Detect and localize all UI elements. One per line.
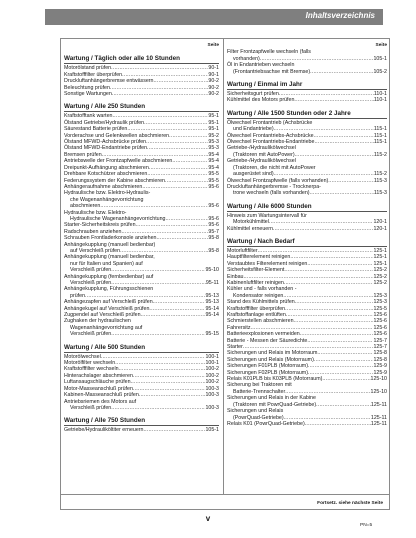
toc-entry-title: Ölstand MFWD-Achsbrücke prüfen bbox=[64, 139, 147, 146]
toc-entry-title: Sonstige Wartungen bbox=[64, 91, 112, 98]
toc-entry-page: 125-6 bbox=[373, 318, 387, 325]
section-title: Wartung / Alle 6000 Stunden bbox=[227, 203, 387, 212]
bottom-rule bbox=[61, 494, 389, 495]
toc-entry-title: Stand des Kühlmittels prüfen bbox=[227, 299, 295, 306]
dot-leader bbox=[273, 226, 374, 232]
toc-entry-title: Verschleiß prüfen bbox=[70, 280, 112, 286]
toc-entry-page: 95-14 bbox=[205, 305, 219, 312]
toc-entry[interactable] bbox=[64, 91, 219, 97]
dot-leader bbox=[156, 235, 208, 241]
toc-entry-page: 115-3 bbox=[373, 190, 387, 197]
dot-leader bbox=[310, 190, 374, 196]
toc-continued-entries bbox=[227, 49, 387, 75]
toc-entry-title: Kraftstofffilter überprüfen bbox=[64, 71, 123, 78]
toc-entry-page: 95-15 bbox=[205, 331, 219, 338]
toc-entry-title: Druckluftanhängerbremse entwässern bbox=[64, 78, 154, 85]
toc-entry-title: che Wagenanhängevorrichtung bbox=[70, 196, 144, 203]
toc-entry-title: Verschleiß prüfen bbox=[70, 331, 112, 338]
toc-entry-title: Kühlmittel des Motors prüfen bbox=[227, 97, 295, 104]
toc-entry-title: Kondensator reinigen bbox=[233, 292, 284, 299]
toc-entry[interactable] bbox=[227, 190, 387, 196]
toc-entry-title: ausgerüstet sind) bbox=[233, 171, 274, 178]
section-title: Wartung / Alle 750 Stunden bbox=[64, 417, 219, 426]
dot-leader bbox=[294, 97, 373, 103]
toc-entry-page: 95-6 bbox=[208, 183, 219, 190]
toc-entry-title: Motorölfilter wechseln bbox=[64, 360, 116, 367]
toc-entry-title: Sicherungen und Relais bbox=[227, 408, 284, 415]
toc-entry-title: Drehbare Kotschützer abschmieren bbox=[64, 171, 148, 178]
toc-entry-page: 110-1 bbox=[373, 97, 387, 104]
toc-entry-title: Wagenanhängevorrichtung auf bbox=[70, 324, 143, 331]
toc-entry-title: Schmierstellen abschmieren bbox=[227, 318, 294, 325]
toc-entry[interactable] bbox=[227, 97, 387, 103]
dot-leader bbox=[305, 421, 371, 427]
toc-entry-title: Starter bbox=[227, 344, 243, 351]
toc-entry-page: 95-13 bbox=[205, 292, 219, 299]
dot-leader bbox=[111, 331, 205, 337]
toc-entry-page: 105-1 bbox=[205, 427, 219, 434]
toc-entry-page: 115-1 bbox=[373, 139, 387, 146]
toc-entry-title: Hydraulische Wagenanhängevorrichtung bbox=[70, 215, 166, 222]
toc-entry-title: Luftansaugschläuche prüfen bbox=[64, 379, 131, 386]
toc-entry-title: Anhängekugel auf Verschleiß prüfen bbox=[64, 305, 150, 312]
toc-entry-page: 95-1 bbox=[208, 119, 219, 126]
dot-leader bbox=[284, 280, 374, 286]
toc-entry-page: 125-6 bbox=[373, 312, 387, 318]
toc-section bbox=[64, 55, 219, 97]
toc-entry[interactable] bbox=[227, 226, 387, 232]
toc-entry-title: trone wechseln (falls vorhanden) bbox=[233, 190, 310, 197]
toc-entry-title: Sicherungen F01PLB (Motorraum) bbox=[227, 363, 308, 370]
toc-entry-title: auf Verschleiß prüfen bbox=[70, 247, 121, 254]
toc-entry-page: 125-8 bbox=[373, 356, 387, 363]
toc-entry-page: 125-1 bbox=[373, 260, 387, 267]
toc-entry-title: Anhängekupplung (manuell bedienbar) bbox=[64, 241, 156, 248]
section-title: Wartung / Alle 250 Stunden bbox=[64, 103, 219, 112]
toc-entry-title: (Traktoren, die nicht mit AutoPower bbox=[233, 164, 316, 171]
toc-entry-page: 125-9 bbox=[373, 363, 387, 370]
toc-entry-page: 90-2 bbox=[208, 91, 219, 98]
toc-entry-page: 95-4 bbox=[208, 151, 219, 158]
toc-entry-title: Dreipunkt-Aufhängung abschmieren bbox=[64, 164, 149, 171]
toc-entry-page: 95-5 bbox=[208, 171, 219, 178]
toc-entry-page: 95-3 bbox=[208, 139, 219, 146]
toc-section bbox=[227, 238, 387, 427]
toc-entry-title: Anhängekupplung (manuell bedienbar, bbox=[64, 254, 155, 261]
toc-entry-title: Verstaubtes Filterelement reinigen bbox=[227, 260, 308, 267]
toc-entry-title: Batterieexplosionen vermeiden bbox=[227, 331, 300, 338]
seite-label: Seite bbox=[375, 43, 387, 48]
column-divider bbox=[223, 39, 224, 495]
toc-entry-page: 125-1 bbox=[373, 247, 387, 254]
toc-entry-title: prüfen bbox=[70, 292, 86, 299]
toc-entry-title: Öl in Endantrieben wechseln bbox=[227, 62, 295, 69]
toc-entry-page: 95-6 bbox=[208, 203, 219, 210]
toc-entry-title: Anhängekupplung, Führungsschienen bbox=[64, 286, 154, 293]
toc-entry-title: abschmieren bbox=[70, 203, 101, 210]
toc-entry-page: 125-2 bbox=[373, 279, 387, 286]
toc-entry-title: Hydraulische bzw. Elektro- bbox=[64, 209, 127, 216]
toc-entry-page: 115-1 bbox=[373, 132, 387, 139]
toc-entry-title: Batterie - Messen der Säuredichte bbox=[227, 337, 308, 344]
header-bar bbox=[45, 9, 383, 25]
toc-entry-page: 95-5 bbox=[208, 177, 219, 184]
toc-entry-title: Verschleiß prüfen bbox=[70, 404, 112, 411]
toc-entry-title: Zughaken der hydraulischen bbox=[64, 318, 131, 325]
toc-entry-title: Einbau bbox=[227, 273, 244, 280]
toc-entry-page: 125-11 bbox=[370, 401, 387, 408]
toc-entry-title: Hydraulische bzw. Elektro-Hydraulis- bbox=[64, 190, 151, 197]
toc-entry-title: Schrauben Frontladerkonsole anziehen bbox=[64, 235, 157, 242]
toc-entry-page: 125-6 bbox=[373, 331, 387, 338]
dot-leader bbox=[322, 376, 370, 382]
toc-entry-title: Motorölwechsel bbox=[64, 353, 101, 360]
continued-note: Fortsetz. siehe nächste Seite bbox=[317, 501, 383, 506]
toc-entry-page: 100-2 bbox=[205, 379, 219, 386]
toc-entry-page: 95-14 bbox=[205, 312, 219, 319]
toc-entry-title: Kraftstofffilter wechseln bbox=[64, 366, 119, 373]
toc-entry-title: Motorkühlmittel bbox=[233, 219, 269, 226]
toc-entry-page: 100-3 bbox=[205, 392, 219, 399]
toc-entry-page: 90-2 bbox=[208, 78, 219, 85]
toc-entry-title: Kraftstoffanlage entlüften bbox=[227, 312, 286, 318]
toc-entry-title: Motorluftfilter bbox=[227, 247, 258, 254]
toc-entry-page: 95-2 bbox=[208, 132, 219, 139]
toc-entry-page: 100-2 bbox=[205, 366, 219, 373]
toc-entry-title: Getriebe-/Hydraulikölwechsel bbox=[227, 158, 296, 165]
toc-entry-page: 115-1 bbox=[373, 126, 387, 133]
toc-entry-page: 125-6 bbox=[373, 324, 387, 331]
toc-entry-page: 90-1 bbox=[208, 65, 219, 72]
toc-entry-title: Druckluftanhängerbremse - Trocknerpa- bbox=[227, 183, 321, 190]
toc-entry-title: Sicherungen und Relais (Motorraum) bbox=[227, 356, 314, 363]
dot-leader bbox=[139, 392, 206, 398]
toc-entry-title: Bremsen prüfen bbox=[64, 151, 102, 158]
toc-entry-title: Verschleiß prüfen bbox=[70, 267, 112, 274]
toc-entry-title: Sicherungen F02PLB (Motorraum) bbox=[227, 369, 308, 376]
page-number: v bbox=[205, 514, 211, 523]
dot-leader bbox=[111, 405, 205, 411]
toc-entry-title: Batterie-Trennschalter bbox=[233, 388, 286, 395]
toc-entry-title: Antriebsriemen des Motors auf bbox=[64, 398, 137, 405]
toc-entry-title: Zugpendel auf Verschleiß prüfen bbox=[64, 312, 141, 319]
dot-leader bbox=[295, 152, 374, 158]
toc-entry-page: 95-8 bbox=[208, 235, 219, 242]
toc-entry-title: Säurestand Batterie prüfen bbox=[64, 126, 128, 133]
toc-entry-page: 115-2 bbox=[373, 151, 387, 158]
toc-entry-title: Ölwechsel Frontantrieb (Achsbrücke bbox=[227, 119, 313, 126]
toc-section bbox=[64, 103, 219, 337]
toc-entry-title: Ölstand Getriebe/Hydraulik prüfen bbox=[64, 119, 145, 126]
toc-entry-title: Kühlmittel erneuern bbox=[227, 225, 273, 232]
toc-entry[interactable] bbox=[64, 427, 219, 433]
toc-entry-title: Ölwechsel Frontantriebs-Endantriebe bbox=[227, 139, 315, 146]
toc-entry-title: Relais K01 (PowrQuad-Getriebe) bbox=[227, 420, 305, 427]
seite-label: Seite bbox=[207, 43, 219, 48]
toc-entry-title: Hinweis zum Wartungsintervall für bbox=[227, 212, 307, 219]
dot-leader bbox=[142, 184, 208, 190]
toc-entry-page: 125-10 bbox=[370, 376, 387, 383]
toc-entry-title: Sicherungen und Relais im Motorraum bbox=[227, 350, 318, 357]
toc-entry-page: 95-1 bbox=[208, 113, 219, 120]
toc-entry-page: 125-1 bbox=[373, 254, 387, 261]
toc-entry-title: Motorölstand prüfen bbox=[64, 65, 112, 72]
toc-entry-page: 90-2 bbox=[208, 84, 219, 91]
toc-entry-page: 125-5 bbox=[373, 305, 387, 312]
toc-entry-page: 125-10 bbox=[370, 388, 387, 395]
toc-entry-title: Hinterachslager abschmieren bbox=[64, 372, 133, 379]
toc-entry-page: 125-11 bbox=[370, 420, 387, 427]
toc-entry-page: 100-3 bbox=[205, 385, 219, 392]
toc-entry-page: 95-6 bbox=[208, 215, 219, 222]
dot-leader bbox=[314, 139, 373, 145]
toc-entry-title: Anhängezapfen auf Verschleiß prüfen bbox=[64, 299, 153, 306]
toc-section bbox=[64, 344, 219, 412]
dot-leader bbox=[328, 178, 374, 184]
toc-entry-page: 95-10 bbox=[205, 267, 219, 274]
toc-entry-title: Ölstand MFWD-Endantriebe prüfen bbox=[64, 145, 148, 152]
toc-entry-page: 95-4 bbox=[208, 158, 219, 165]
toc-entry-title: Motor-Masseanschluß prüfen bbox=[64, 385, 133, 392]
toc-entry-title: Sicherheitsgurt prüfen bbox=[227, 91, 279, 98]
section-title: Wartung / Täglich oder alle 10 Stunden bbox=[64, 55, 219, 64]
toc-entry-page: 100-3 bbox=[205, 404, 219, 411]
toc-entry-page: 95-13 bbox=[205, 299, 219, 306]
toc-entry-page: 95-11 bbox=[205, 280, 219, 286]
toc-entry-title: und Endantriebe) bbox=[233, 126, 274, 133]
toc-entry-title: Kabinenluftfilter reinigen bbox=[227, 279, 284, 286]
toc-entry-page: 90-1 bbox=[208, 71, 219, 78]
toc-entry-title: Sicherungen und Relais in der Kabine bbox=[227, 395, 316, 402]
toc-entry-title: Radschrauben anziehen bbox=[64, 228, 122, 235]
toc-entry-page: 95-3 bbox=[208, 145, 219, 152]
toc-entry-page: 125-7 bbox=[373, 337, 387, 344]
dot-leader bbox=[112, 91, 209, 97]
toc-entry-page: 120-1 bbox=[373, 219, 387, 226]
toc-entry-title: (Traktoren mit PowrQuad-Getriebe) bbox=[233, 401, 317, 408]
toc-entry-page: 100-1 bbox=[205, 360, 219, 367]
toc-entry[interactable] bbox=[64, 405, 219, 411]
dot-leader bbox=[144, 427, 206, 433]
toc-entry-title: Getriebe-/Hydraulikölwechsel bbox=[227, 145, 296, 152]
toc-entry-title: (PowrQuad-Getriebe) bbox=[233, 414, 284, 421]
toc-entry[interactable] bbox=[64, 331, 219, 337]
dot-leader bbox=[316, 402, 371, 408]
toc-entry-page: 125-2 bbox=[373, 273, 387, 280]
toc-entry-title: Beleuchtung prüfen bbox=[64, 84, 110, 91]
toc-entry-title: Antriebswelle der Frontzapfwelle abschmieren bbox=[64, 158, 173, 165]
toc-entry-page: 120-1 bbox=[373, 225, 387, 232]
toc-entry-title: Fahrersitz bbox=[227, 324, 251, 331]
toc-section bbox=[227, 110, 387, 197]
toc-entry-title: Anhängeraufnahme abschmieren bbox=[64, 183, 143, 190]
toc-entry-page: 95-1 bbox=[208, 126, 219, 133]
section-title: Wartung / Alle 1500 Stunden oder 2 Jahre bbox=[227, 110, 387, 119]
toc-entry-page: 95-4 bbox=[208, 164, 219, 171]
dot-leader bbox=[310, 69, 373, 75]
toc-entry-page: 125-7 bbox=[373, 344, 387, 351]
toc-entry-title: Vorderachse und Gelenkwellen abschmieren bbox=[64, 132, 170, 139]
toc-entry[interactable] bbox=[227, 69, 387, 75]
toc-entry-title: Federungssystem der Kabine abschmieren bbox=[64, 177, 165, 184]
toc-entry-page: 95-7 bbox=[208, 228, 219, 235]
header-title: Inhaltsverzeichnis bbox=[305, 11, 375, 20]
toc-entry[interactable] bbox=[227, 421, 387, 427]
toc-entry-page: 125-11 bbox=[370, 414, 387, 421]
toc-entry-title: vorhanden) bbox=[233, 55, 260, 62]
toc-entry-page: 115-3 bbox=[373, 177, 387, 184]
toc-entry-page: 125-2 bbox=[373, 267, 387, 274]
toc-section bbox=[227, 203, 387, 232]
toc-entry-title: Sicherung bei Traktoren mit bbox=[227, 382, 292, 389]
toc-entry-page: 95-8 bbox=[208, 247, 219, 254]
toc-entry-page: 115-2 bbox=[373, 171, 387, 178]
toc-entry-title: (Traktoren mit AutoPower) bbox=[233, 151, 295, 158]
toc-entry-title: Getriebe/Hydrauliköltiter erneuern bbox=[64, 427, 144, 434]
toc-entry-page: 125-3 bbox=[373, 292, 387, 299]
page-code bbox=[360, 523, 372, 528]
section-title: Wartung / Nach Bedarf bbox=[227, 238, 387, 247]
toc-entry-title: Ölwechsel Frontantriebs-Achsbrücke bbox=[227, 132, 314, 139]
toc-entry-page: 100-1 bbox=[205, 353, 219, 360]
section-title: Wartung / Einmal im Jahr bbox=[227, 81, 387, 90]
toc-entry-title: nur für Italien und Spanien) auf bbox=[70, 260, 143, 267]
toc-entry-title: Relais K01PLB bis K03PLB (Motorraum) bbox=[227, 376, 323, 383]
dot-leader bbox=[141, 312, 206, 318]
toc-frame bbox=[60, 38, 390, 510]
toc-entry-title: Ölwechsel Frontzapfwelle (falls vorhanden) bbox=[227, 177, 329, 184]
section-title: Wartung / Alle 500 Stunden bbox=[64, 344, 219, 353]
toc-entry-title: Kabinen-Masseanschluß prüfen bbox=[64, 392, 139, 399]
toc-entry-title: Kraftstofffilter überprüfen bbox=[227, 305, 286, 312]
toc-entry-title: Sicherheitsfilter-Element bbox=[227, 267, 285, 274]
page-code-line: PN=5 bbox=[360, 523, 373, 528]
toc-entry-page: 110-1 bbox=[373, 91, 387, 98]
toc-entry-title: Kühler und - falls vorhanden - bbox=[227, 286, 297, 293]
toc-entry-title: Filter Frontzapfwelle wechseln (falls bbox=[227, 49, 311, 56]
toc-entry-page: 105-2 bbox=[373, 68, 387, 75]
toc-column-right bbox=[227, 39, 387, 427]
toc-entry-title: Starter-Sicherheitskreis prüfen bbox=[64, 222, 136, 229]
toc-section bbox=[227, 81, 387, 104]
toc-column-left bbox=[64, 39, 219, 434]
toc-entry-page: 100-2 bbox=[205, 372, 219, 379]
toc-entry-title: Anhängekupplung (fernbedienbar) auf bbox=[64, 273, 154, 280]
toc-section bbox=[64, 417, 219, 433]
toc-entry-title: Kraftstofftank warten bbox=[64, 113, 113, 120]
toc-entry-page: 105-1 bbox=[373, 55, 387, 62]
toc-entry-page: 95-6 bbox=[208, 222, 219, 229]
toc-entry-page: 125-3 bbox=[373, 299, 387, 306]
toc-entry-title: Hauptfilterelement reinigen bbox=[227, 254, 291, 261]
toc-entry-title: (Frontantriebsachse mit Bremse) bbox=[233, 68, 311, 75]
toc-entry-page: 125-8 bbox=[373, 350, 387, 357]
toc-entry-page: 125-9 bbox=[373, 369, 387, 376]
